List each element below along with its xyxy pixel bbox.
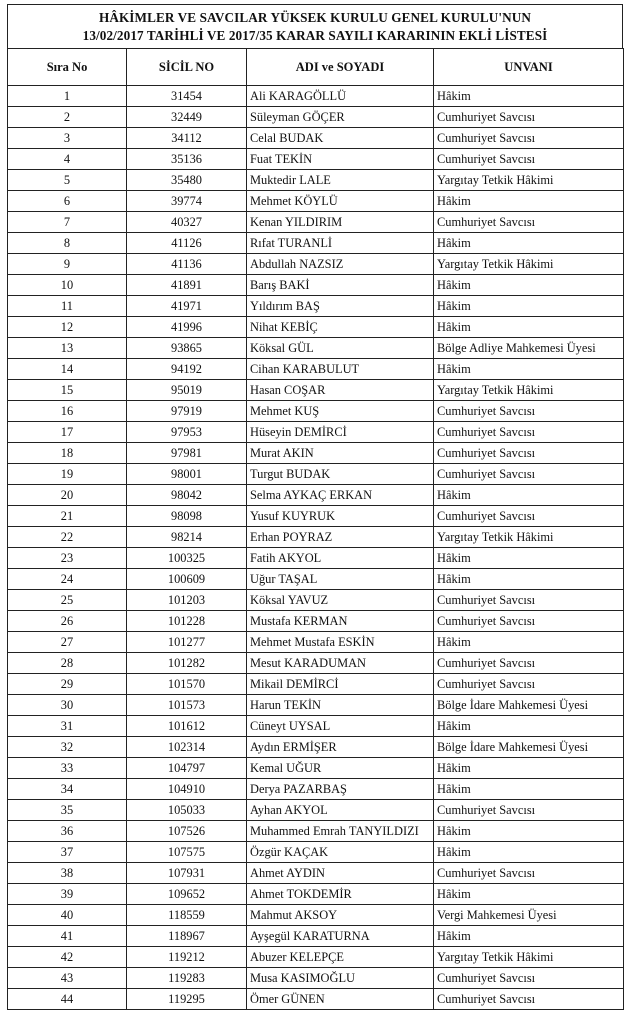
- title-cell: Yargıtay Tetkik Hâkimi: [434, 170, 624, 191]
- sira-no-cell: 41: [8, 926, 127, 947]
- sicil-no-cell: 118559: [127, 905, 247, 926]
- name-cell: Köksal GÜL: [247, 338, 434, 359]
- sira-no-cell: 44: [8, 989, 127, 1010]
- table-row: [8, 611, 624, 632]
- table-row: [8, 422, 624, 443]
- sicil-no-cell: 34112: [127, 128, 247, 149]
- name-cell: Özgür KAÇAK: [247, 842, 434, 863]
- sicil-no-cell: 100609: [127, 569, 247, 590]
- name-cell: Hasan COŞAR: [247, 380, 434, 401]
- title-cell: Cumhuriyet Savcısı: [434, 212, 624, 233]
- sira-no-cell: 15: [8, 380, 127, 401]
- sicil-no-cell: 119283: [127, 968, 247, 989]
- title-cell: Hâkim: [434, 548, 624, 569]
- name-cell: Mustafa KERMAN: [247, 611, 434, 632]
- sicil-no-cell: 100325: [127, 548, 247, 569]
- sicil-no-cell: 39774: [127, 191, 247, 212]
- sira-no-cell: 24: [8, 569, 127, 590]
- name-cell: Cihan KARABULUT: [247, 359, 434, 380]
- title-cell: Cumhuriyet Savcısı: [434, 653, 624, 674]
- document-page: [7, 4, 623, 1010]
- sira-no-cell: 32: [8, 737, 127, 758]
- title-line-2: 13/02/2017 TARİHLİ VE 2017/35 KARAR SAYILI KARARININ EKLİ LİSTESİ: [82, 27, 548, 43]
- sicil-no-cell: 101228: [127, 611, 247, 632]
- name-cell: Mehmet KUŞ: [247, 401, 434, 422]
- name-cell: Derya PAZARBAŞ: [247, 779, 434, 800]
- title-cell: Yargıtay Tetkik Hâkimi: [434, 380, 624, 401]
- title-cell: Hâkim: [434, 632, 624, 653]
- name-cell: Fatih AKYOL: [247, 548, 434, 569]
- name-cell: Muhammed Emrah TANYILDIZI: [247, 821, 434, 842]
- sira-no-cell: 2: [8, 107, 127, 128]
- sira-no-cell: 30: [8, 695, 127, 716]
- sira-no-cell: 39: [8, 884, 127, 905]
- title-cell: Hâkim: [434, 569, 624, 590]
- sicil-no-cell: 93865: [127, 338, 247, 359]
- sicil-no-cell: 41136: [127, 254, 247, 275]
- sicil-no-cell: 35480: [127, 170, 247, 191]
- header-sicil-no: SİCİL NO: [127, 49, 247, 86]
- table-row: [8, 884, 624, 905]
- sicil-no-cell: 35136: [127, 149, 247, 170]
- table-body: [8, 86, 624, 1010]
- table-row: [8, 149, 624, 170]
- title-cell: Cumhuriyet Savcısı: [434, 464, 624, 485]
- table-row: [8, 632, 624, 653]
- sicil-no-cell: 97981: [127, 443, 247, 464]
- sira-no-cell: 8: [8, 233, 127, 254]
- name-cell: Süleyman GÖÇER: [247, 107, 434, 128]
- name-cell: Kemal UĞUR: [247, 758, 434, 779]
- sira-no-cell: 20: [8, 485, 127, 506]
- sira-no-cell: 10: [8, 275, 127, 296]
- title-cell: Cumhuriyet Savcısı: [434, 506, 624, 527]
- sicil-no-cell: 101282: [127, 653, 247, 674]
- header-unvani: UNVANI: [434, 49, 624, 86]
- name-cell: Harun TEKİN: [247, 695, 434, 716]
- sicil-no-cell: 41126: [127, 233, 247, 254]
- sira-no-cell: 7: [8, 212, 127, 233]
- table-row: [8, 569, 624, 590]
- title-cell: Yargıtay Tetkik Hâkimi: [434, 254, 624, 275]
- name-cell: Yusuf KUYRUK: [247, 506, 434, 527]
- header-adi-soyadi: ADI ve SOYADI: [247, 49, 434, 86]
- name-cell: Ömer GÜNEN: [247, 989, 434, 1010]
- sicil-no-cell: 41971: [127, 296, 247, 317]
- sira-no-cell: 6: [8, 191, 127, 212]
- sira-no-cell: 40: [8, 905, 127, 926]
- table-row: [8, 968, 624, 989]
- table-row: [8, 863, 624, 884]
- name-cell: Ali KARAGÖLLÜ: [247, 86, 434, 107]
- name-cell: Uğur TAŞAL: [247, 569, 434, 590]
- name-cell: Kenan YILDIRIM: [247, 212, 434, 233]
- sira-no-cell: 11: [8, 296, 127, 317]
- table-row: [8, 296, 624, 317]
- name-cell: Köksal YAVUZ: [247, 590, 434, 611]
- personnel-list-table: [7, 48, 624, 1010]
- sicil-no-cell: 94192: [127, 359, 247, 380]
- sira-no-cell: 17: [8, 422, 127, 443]
- table-row: [8, 653, 624, 674]
- sira-no-cell: 18: [8, 443, 127, 464]
- sicil-no-cell: 109652: [127, 884, 247, 905]
- sira-no-cell: 4: [8, 149, 127, 170]
- table-row: [8, 800, 624, 821]
- sicil-no-cell: 97919: [127, 401, 247, 422]
- sicil-no-cell: 101573: [127, 695, 247, 716]
- sicil-no-cell: 98098: [127, 506, 247, 527]
- table-row: [8, 380, 624, 401]
- title-cell: Hâkim: [434, 317, 624, 338]
- sicil-no-cell: 97953: [127, 422, 247, 443]
- title-cell: Cumhuriyet Savcısı: [434, 863, 624, 884]
- table-row: [8, 905, 624, 926]
- name-cell: Mehmet Mustafa ESKİN: [247, 632, 434, 653]
- title-cell: Hâkim: [434, 86, 624, 107]
- name-cell: Fuat TEKİN: [247, 149, 434, 170]
- sira-no-cell: 43: [8, 968, 127, 989]
- title-cell: Bölge İdare Mahkemesi Üyesi: [434, 737, 624, 758]
- name-cell: Selma AYKAÇ ERKAN: [247, 485, 434, 506]
- name-cell: Muktedir LALE: [247, 170, 434, 191]
- sira-no-cell: 33: [8, 758, 127, 779]
- sira-no-cell: 12: [8, 317, 127, 338]
- sicil-no-cell: 105033: [127, 800, 247, 821]
- title-cell: Hâkim: [434, 779, 624, 800]
- title-cell: Cumhuriyet Savcısı: [434, 989, 624, 1010]
- sira-no-cell: 22: [8, 527, 127, 548]
- title-cell: Hâkim: [434, 233, 624, 254]
- title-cell: Cumhuriyet Savcısı: [434, 611, 624, 632]
- sicil-no-cell: 41996: [127, 317, 247, 338]
- table-row: [8, 716, 624, 737]
- sicil-no-cell: 101277: [127, 632, 247, 653]
- table-row: [8, 527, 624, 548]
- sicil-no-cell: 101570: [127, 674, 247, 695]
- title-cell: Hâkim: [434, 758, 624, 779]
- sicil-no-cell: 98042: [127, 485, 247, 506]
- name-cell: Rıfat TURANLİ: [247, 233, 434, 254]
- sira-no-cell: 34: [8, 779, 127, 800]
- name-cell: Turgut BUDAK: [247, 464, 434, 485]
- sira-no-cell: 37: [8, 842, 127, 863]
- table-header-row: [8, 49, 624, 86]
- sira-no-cell: 19: [8, 464, 127, 485]
- name-cell: Abdullah NAZSIZ: [247, 254, 434, 275]
- title-cell: Hâkim: [434, 359, 624, 380]
- sira-no-cell: 27: [8, 632, 127, 653]
- title-cell: Cumhuriyet Savcısı: [434, 674, 624, 695]
- name-cell: Cüneyt UYSAL: [247, 716, 434, 737]
- sicil-no-cell: 107575: [127, 842, 247, 863]
- table-row: [8, 401, 624, 422]
- title-cell: Hâkim: [434, 485, 624, 506]
- table-row: [8, 989, 624, 1010]
- sicil-no-cell: 102314: [127, 737, 247, 758]
- title-cell: Hâkim: [434, 821, 624, 842]
- sira-no-cell: 42: [8, 947, 127, 968]
- table-row: [8, 464, 624, 485]
- title-cell: Cumhuriyet Savcısı: [434, 401, 624, 422]
- title-cell: Cumhuriyet Savcısı: [434, 107, 624, 128]
- table-row: [8, 590, 624, 611]
- title-cell: Cumhuriyet Savcısı: [434, 149, 624, 170]
- title-cell: Yargıtay Tetkik Hâkimi: [434, 527, 624, 548]
- sira-no-cell: 23: [8, 548, 127, 569]
- name-cell: Yıldırım BAŞ: [247, 296, 434, 317]
- name-cell: Murat AKIN: [247, 443, 434, 464]
- name-cell: Barış BAKİ: [247, 275, 434, 296]
- name-cell: Nihat KEBİÇ: [247, 317, 434, 338]
- table-row: [8, 128, 624, 149]
- table-row: [8, 359, 624, 380]
- table-row: [8, 821, 624, 842]
- title-cell: Yargıtay Tetkik Hâkimi: [434, 947, 624, 968]
- title-cell: Hâkim: [434, 296, 624, 317]
- table-row: [8, 779, 624, 800]
- sira-no-cell: 5: [8, 170, 127, 191]
- title-cell: Cumhuriyet Savcısı: [434, 443, 624, 464]
- sicil-no-cell: 101203: [127, 590, 247, 611]
- name-cell: Mikail DEMİRCİ: [247, 674, 434, 695]
- sicil-no-cell: 31454: [127, 86, 247, 107]
- sira-no-cell: 16: [8, 401, 127, 422]
- title-cell: Hâkim: [434, 716, 624, 737]
- title-cell: Hâkim: [434, 926, 624, 947]
- table-row: [8, 170, 624, 191]
- sira-no-cell: 3: [8, 128, 127, 149]
- title-cell: Hâkim: [434, 275, 624, 296]
- table-row: [8, 758, 624, 779]
- sicil-no-cell: 98001: [127, 464, 247, 485]
- name-cell: Erhan POYRAZ: [247, 527, 434, 548]
- sira-no-cell: 36: [8, 821, 127, 842]
- name-cell: Hüseyin DEMİRCİ: [247, 422, 434, 443]
- table-row: [8, 212, 624, 233]
- sicil-no-cell: 41891: [127, 275, 247, 296]
- table-row: [8, 443, 624, 464]
- header-sira-no: Sıra No: [8, 49, 127, 86]
- name-cell: Mehmet KÖYLÜ: [247, 191, 434, 212]
- sicil-no-cell: 98214: [127, 527, 247, 548]
- document-title: [7, 4, 623, 48]
- name-cell: Ahmet TOKDEMİR: [247, 884, 434, 905]
- name-cell: Abuzer KELEPÇE: [247, 947, 434, 968]
- table-row: [8, 947, 624, 968]
- title-cell: Hâkim: [434, 842, 624, 863]
- table-row: [8, 674, 624, 695]
- table-row: [8, 695, 624, 716]
- title-cell: Hâkim: [434, 191, 624, 212]
- sira-no-cell: 38: [8, 863, 127, 884]
- sicil-no-cell: 32449: [127, 107, 247, 128]
- sicil-no-cell: 107931: [127, 863, 247, 884]
- name-cell: Ahmet AYDIN: [247, 863, 434, 884]
- sira-no-cell: 21: [8, 506, 127, 527]
- name-cell: Ayşegül KARATURNA: [247, 926, 434, 947]
- sicil-no-cell: 104797: [127, 758, 247, 779]
- table-row: [8, 86, 624, 107]
- table-row: [8, 317, 624, 338]
- sira-no-cell: 25: [8, 590, 127, 611]
- sira-no-cell: 26: [8, 611, 127, 632]
- sira-no-cell: 28: [8, 653, 127, 674]
- name-cell: Celal BUDAK: [247, 128, 434, 149]
- title-cell: Cumhuriyet Savcısı: [434, 422, 624, 443]
- name-cell: Ayhan AKYOL: [247, 800, 434, 821]
- table-row: [8, 548, 624, 569]
- table-row: [8, 506, 624, 527]
- sicil-no-cell: 95019: [127, 380, 247, 401]
- name-cell: Musa KASIMOĞLU: [247, 968, 434, 989]
- title-line-1: HÂKİMLER VE SAVCILAR YÜKSEK KURULU GENEL KURULU'NUN: [98, 9, 532, 25]
- sicil-no-cell: 107526: [127, 821, 247, 842]
- title-cell: Vergi Mahkemesi Üyesi: [434, 905, 624, 926]
- table-row: [8, 926, 624, 947]
- table-row: [8, 254, 624, 275]
- title-cell: Cumhuriyet Savcısı: [434, 800, 624, 821]
- name-cell: Mahmut AKSOY: [247, 905, 434, 926]
- sicil-no-cell: 40327: [127, 212, 247, 233]
- table-row: [8, 737, 624, 758]
- sicil-no-cell: 101612: [127, 716, 247, 737]
- sira-no-cell: 29: [8, 674, 127, 695]
- sira-no-cell: 1: [8, 86, 127, 107]
- sira-no-cell: 13: [8, 338, 127, 359]
- table-row: [8, 485, 624, 506]
- sira-no-cell: 9: [8, 254, 127, 275]
- sira-no-cell: 14: [8, 359, 127, 380]
- sicil-no-cell: 104910: [127, 779, 247, 800]
- title-cell: Cumhuriyet Savcısı: [434, 968, 624, 989]
- table-row: [8, 275, 624, 296]
- table-row: [8, 191, 624, 212]
- title-cell: Bölge İdare Mahkemesi Üyesi: [434, 695, 624, 716]
- title-cell: Hâkim: [434, 884, 624, 905]
- table-row: [8, 107, 624, 128]
- sicil-no-cell: 119212: [127, 947, 247, 968]
- title-cell: Cumhuriyet Savcısı: [434, 590, 624, 611]
- sira-no-cell: 31: [8, 716, 127, 737]
- sicil-no-cell: 118967: [127, 926, 247, 947]
- sira-no-cell: 35: [8, 800, 127, 821]
- title-cell: Cumhuriyet Savcısı: [434, 128, 624, 149]
- name-cell: Mesut KARADUMAN: [247, 653, 434, 674]
- sicil-no-cell: 119295: [127, 989, 247, 1010]
- table-row: [8, 842, 624, 863]
- table-row: [8, 233, 624, 254]
- name-cell: Aydın ERMİŞER: [247, 737, 434, 758]
- table-row: [8, 338, 624, 359]
- title-cell: Bölge Adliye Mahkemesi Üyesi: [434, 338, 624, 359]
